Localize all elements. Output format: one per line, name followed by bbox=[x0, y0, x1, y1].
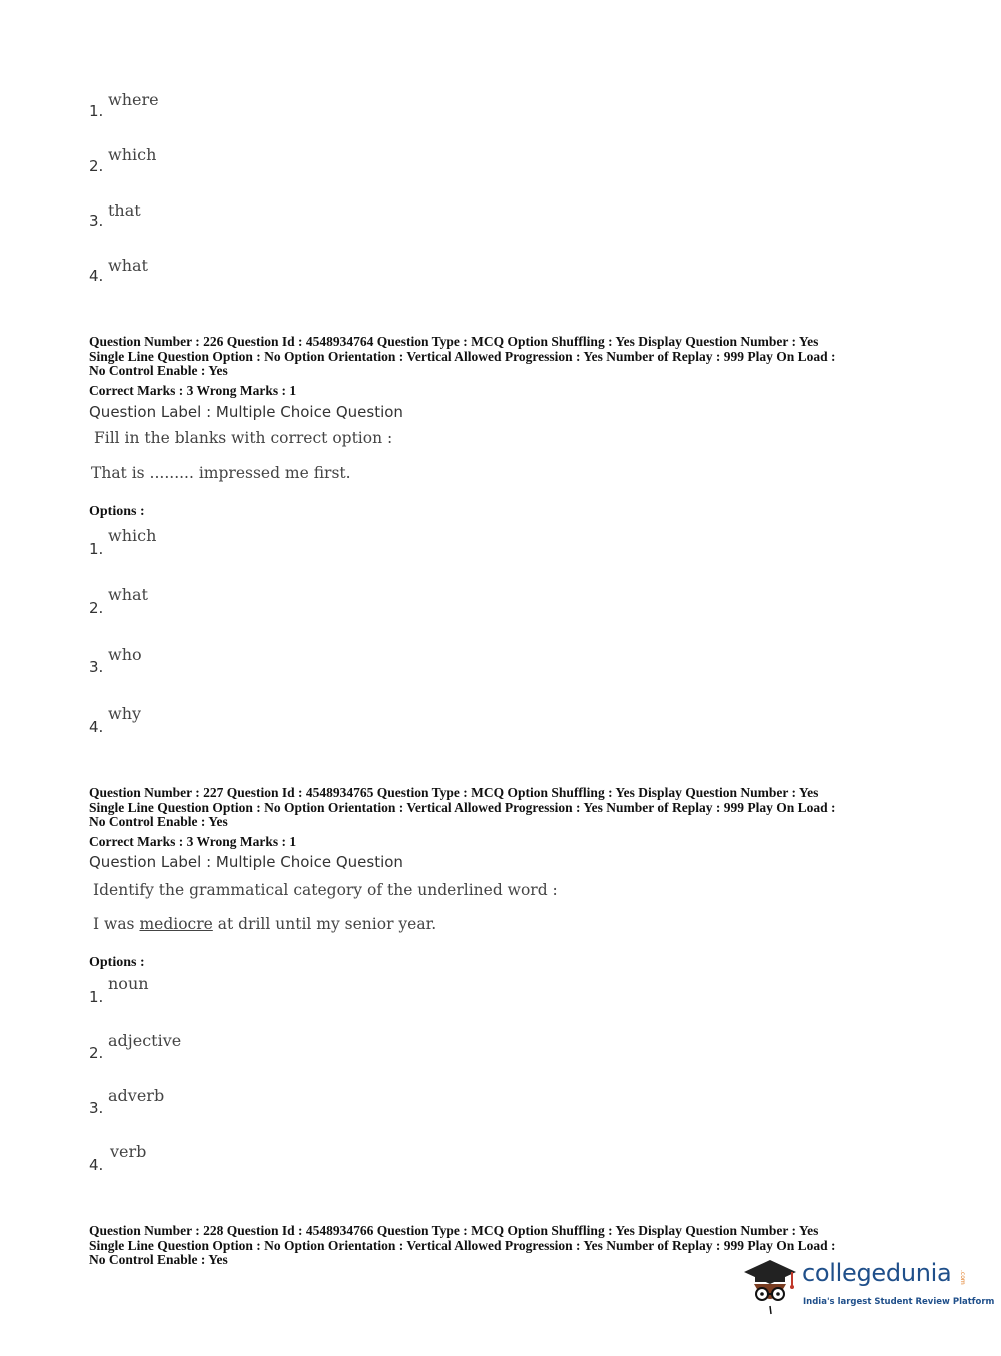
option-text: that bbox=[108, 201, 141, 220]
meta-line: No Control Enable : Yes bbox=[89, 814, 228, 830]
meta-line: Single Line Question Option : No Option Orientation : Vertical Allowed Progression : Yes Number of Replay : 999 Play On Load : bbox=[89, 799, 836, 815]
mascot-icon bbox=[740, 1256, 800, 1316]
question-sentence bbox=[93, 915, 436, 933]
logo-wordmark: collegedunia bbox=[802, 1259, 952, 1287]
logo-tagline: India's largest Student Review Platform bbox=[803, 1297, 995, 1307]
question-label: Question Label : Multiple Choice Question bbox=[89, 403, 403, 421]
question-meta bbox=[89, 335, 929, 379]
option-number: 3. bbox=[89, 658, 104, 676]
option-number: 2. bbox=[89, 157, 104, 175]
underlined-word: mediocre bbox=[139, 915, 213, 933]
marks-line: Correct Marks : 3 Wrong Marks : 1 bbox=[89, 834, 297, 849]
option-text: adjective bbox=[108, 1031, 182, 1050]
collegedunia-logo bbox=[740, 1256, 995, 1318]
option-text: why bbox=[108, 704, 142, 723]
question-meta bbox=[89, 786, 929, 830]
meta-line: No Control Enable : Yes bbox=[89, 1252, 228, 1268]
meta-line: Single Line Question Option : No Option Orientation : Vertical Allowed Progression : Yes Number of Replay : 999 Play On Load : bbox=[89, 348, 836, 364]
option-text: which bbox=[108, 526, 157, 545]
meta-line: No Control Enable : Yes bbox=[89, 363, 228, 379]
option-text: what bbox=[108, 256, 148, 275]
meta-line: Question Number : 227 Question Id : 4548934765 Question Type : MCQ Option Shuffling : Yes Display Question Number : Yes bbox=[89, 785, 819, 800]
marks-line: Correct Marks : 3 Wrong Marks : 1 bbox=[89, 383, 297, 398]
option-text: verb bbox=[110, 1142, 147, 1161]
option-number: 3. bbox=[89, 1099, 104, 1117]
question-instruction: Fill in the blanks with correct option : bbox=[94, 429, 393, 447]
option-number: 1. bbox=[89, 988, 104, 1006]
option-text: which bbox=[108, 145, 157, 164]
option-text: noun bbox=[108, 974, 149, 993]
option-number: 3. bbox=[89, 212, 104, 230]
meta-line: Question Number : 226 Question Id : 4548934764 Question Type : MCQ Option Shuffling : Yes Display Question Number : Yes bbox=[89, 334, 819, 349]
option-number: 2. bbox=[89, 599, 104, 617]
option-number: 4. bbox=[89, 267, 104, 285]
question-label: Question Label : Multiple Choice Question bbox=[89, 853, 403, 871]
option-text: where bbox=[108, 90, 159, 109]
option-text: who bbox=[108, 645, 142, 664]
question-sentence: That is ......... impressed me first. bbox=[91, 464, 351, 482]
option-text: what bbox=[108, 585, 148, 604]
logo-suffix: .com bbox=[959, 1270, 966, 1285]
option-number: 1. bbox=[89, 102, 104, 120]
options-heading: Options : bbox=[89, 504, 145, 519]
meta-line: Question Number : 228 Question Id : 4548934766 Question Type : MCQ Option Shuffling : Yes Display Question Number : Yes bbox=[89, 1223, 819, 1238]
option-number: 4. bbox=[89, 718, 104, 736]
option-number: 2. bbox=[89, 1044, 104, 1062]
sentence-post: at drill until my senior year. bbox=[212, 915, 437, 933]
option-number: 1. bbox=[89, 540, 104, 558]
options-heading: Options : bbox=[89, 955, 145, 970]
sentence-pre: I was bbox=[93, 915, 140, 933]
option-number: 4. bbox=[89, 1156, 104, 1174]
option-text: adverb bbox=[108, 1086, 165, 1105]
meta-line: Single Line Question Option : No Option Orientation : Vertical Allowed Progression : Yes Number of Replay : 999 Play On Load : bbox=[89, 1237, 836, 1253]
question-instruction: Identify the grammatical category of the underlined word : bbox=[93, 881, 558, 899]
